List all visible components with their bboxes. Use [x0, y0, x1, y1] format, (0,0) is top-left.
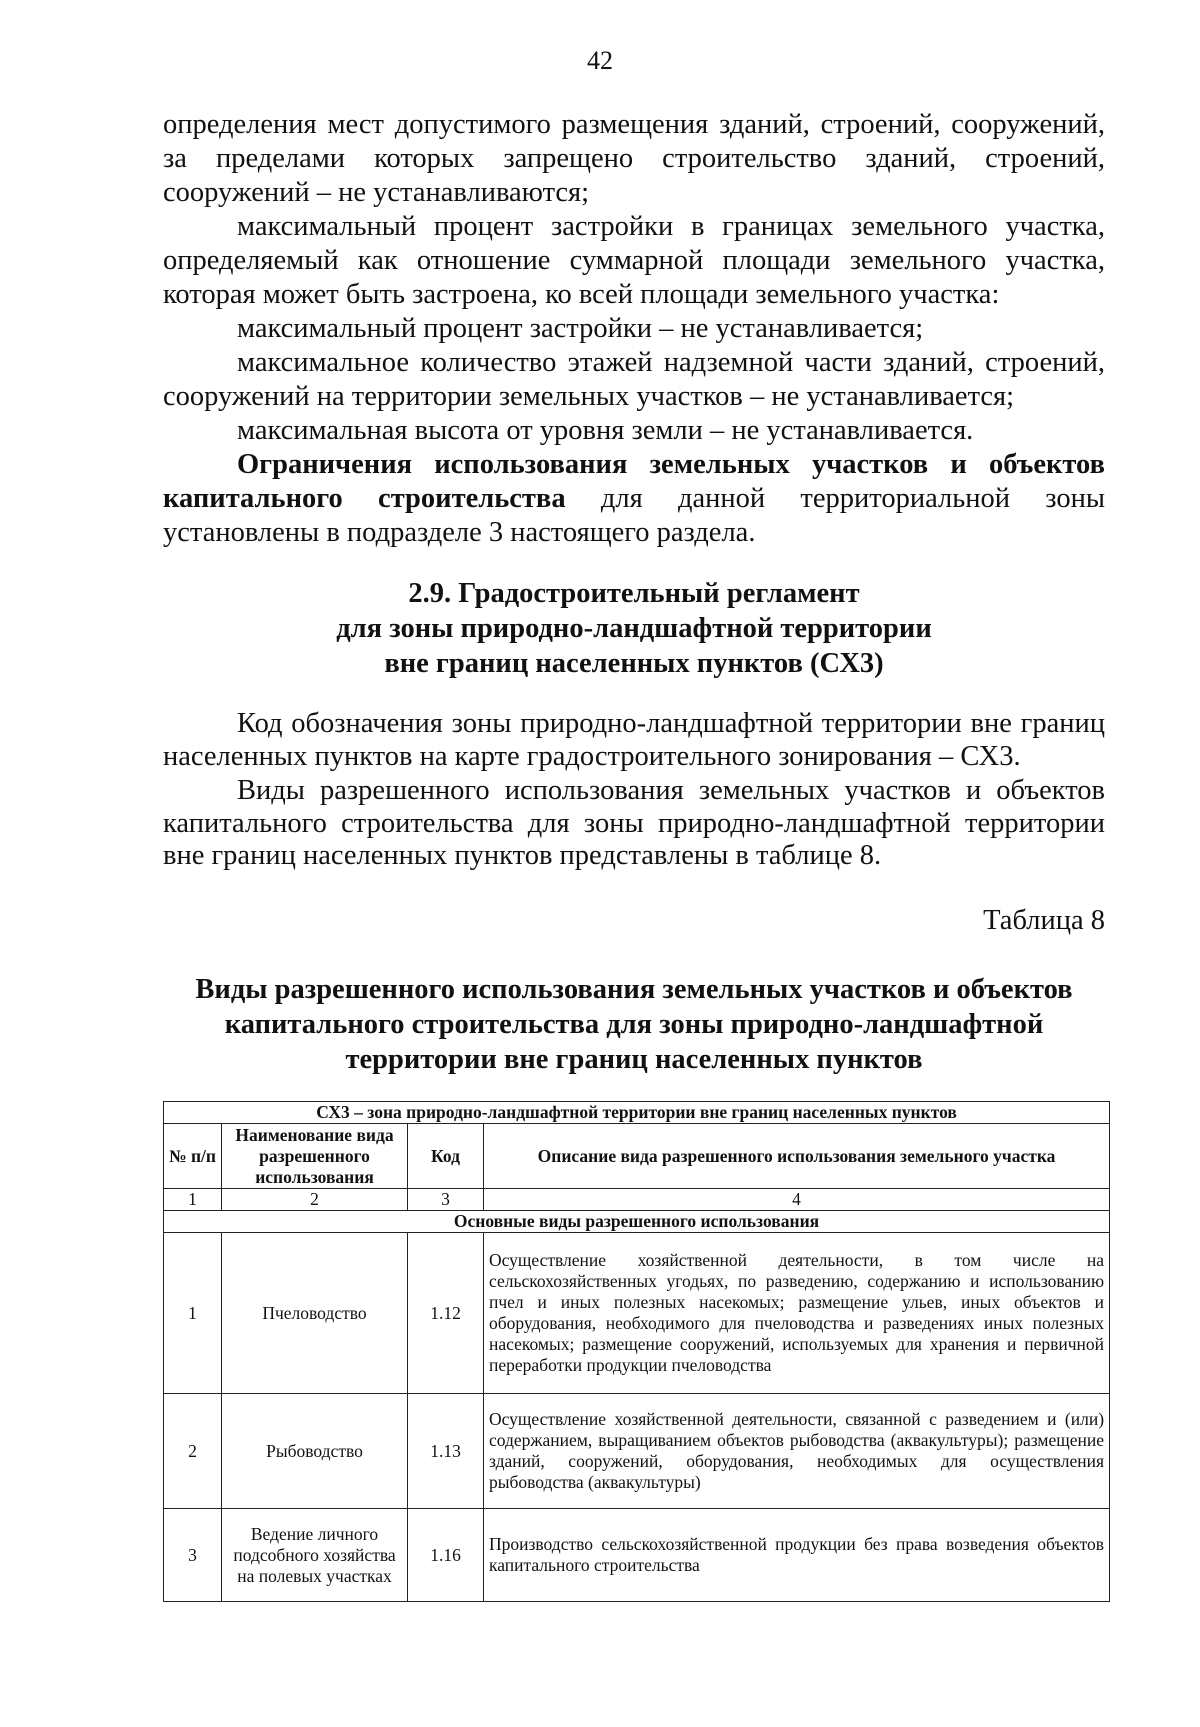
zone-header-row	[164, 1102, 1110, 1124]
table-label: Таблица 8	[983, 905, 1105, 936]
row-use-name: Пчеловодство	[222, 1233, 408, 1394]
paragraph-floors: максимальное количество этажей надземной части зданий, строений, сооружений на территории земельных участков – не устанавливается;	[163, 347, 1105, 412]
paragraph-setback: определения мест допустимого размещения зданий, строений, сооружений, за пределами которых запрещено строительство зданий, строений, сооружений – не устанавливаются;	[163, 109, 1105, 208]
paragraph-zone-code: Код обозначения зоны природно-ландшафтной территории вне границ населенных пунктов на карте градостроительного зонирования – СХ3.	[163, 708, 1105, 772]
paragraph-restrictions	[163, 448, 1105, 550]
table-row	[164, 1509, 1110, 1602]
col-number-1: 1	[164, 1189, 222, 1211]
row-description: Осуществление хозяйственной деятельности, связанной с разведением и (или) содержанием, выращиванием объектов рыбоводства (аквакультуры); размещение зданий, сооружений, оборудования, необходимых для осуществления рыбоводства (аквакультуры)	[484, 1394, 1110, 1509]
table-row	[164, 1394, 1110, 1509]
col-header-code: Код	[408, 1124, 484, 1189]
intro-text	[163, 708, 1105, 875]
section-heading-line-3: вне границ населенных пунктов (СХ3)	[384, 648, 884, 679]
row-number: 2	[164, 1394, 222, 1509]
restrictions-bold: Ограничения использования земельных участков и объектов капитального строительства	[163, 449, 1105, 514]
row-number: 1	[164, 1233, 222, 1394]
table-title-line-1: Виды разрешенного использования земельных участков и объектов	[195, 974, 1073, 1005]
row-description: Производство сельскохозяйственной продукции без права возведения объектов капитального строительства	[484, 1509, 1110, 1602]
land-use-table	[163, 1101, 1110, 1602]
col-number-4: 4	[484, 1189, 1110, 1211]
restrictions-rest: для данной территориальной зоны установлены в подразделе 3 настоящего раздела.	[163, 483, 1105, 548]
col-header-name: Наименование вида разрешенного использования	[222, 1124, 408, 1189]
row-use-name: Рыбоводство	[222, 1394, 408, 1509]
col-number-3: 3	[408, 1189, 484, 1211]
col-header-description: Описание вида разрешенного использования земельного участка	[484, 1124, 1110, 1189]
row-number: 3	[164, 1509, 222, 1602]
paragraph-coverage-value: максимальный процент застройки – не устанавливается;	[237, 313, 924, 344]
section-heading	[163, 576, 1105, 681]
column-header-row	[164, 1124, 1110, 1189]
paragraph-height: максимальная высота от уровня земли – не устанавливается.	[237, 415, 974, 446]
row-code: 1.13	[408, 1394, 484, 1509]
row-use-name: Ведение личного подсобного хозяйства на полевых участках	[222, 1509, 408, 1602]
page-number: 42	[587, 46, 613, 75]
section-heading-line-2: для зоны природно-ландшафтной территории	[336, 613, 932, 644]
table-row	[164, 1233, 1110, 1394]
col-number-2: 2	[222, 1189, 408, 1211]
row-code: 1.12	[408, 1233, 484, 1394]
col-header-number: № п/п	[164, 1124, 222, 1189]
group-header: Основные виды разрешенного использования	[164, 1211, 1110, 1233]
table-title-line-2: капитального строительства для зоны природно-ландшафтной	[224, 1009, 1044, 1040]
table-title-line-3: территории вне границ населенных пунктов	[345, 1044, 923, 1075]
table-title	[163, 972, 1105, 1077]
zone-header: СХ3 – зона природно-ландшафтной территории вне границ населенных пунктов	[164, 1102, 1110, 1124]
row-description: Осуществление хозяйственной деятельности, в том числе на сельскохозяйственных угодьях, по разведению, содержанию и использованию пчел и иных полезных насекомых; размещение ульев, иных объектов и оборудования, необходимого для пчеловодства и разведениях иных полезных насекомых; размещение сооружений, используемых для хранения и первичной переработки продукции пчеловодства	[484, 1233, 1110, 1394]
paragraph-table-reference: Виды разрешенного использования земельных участков и объектов капитального строительства для зоны природно-ландшафтной территории вне границ населенных пунктов представлены в таблице 8.	[163, 775, 1105, 871]
row-code: 1.16	[408, 1509, 484, 1602]
paragraph-max-coverage: максимальный процент застройки в границах земельного участка, определяемый как отношение суммарной площади земельного участка, которая может быть застроена, ко всей площади земельного участка:	[163, 211, 1105, 310]
body-text	[163, 108, 1105, 550]
column-number-row	[164, 1189, 1110, 1211]
section-heading-line-1: 2.9. Градостроительный регламент	[408, 578, 860, 609]
group-header-row	[164, 1211, 1110, 1233]
